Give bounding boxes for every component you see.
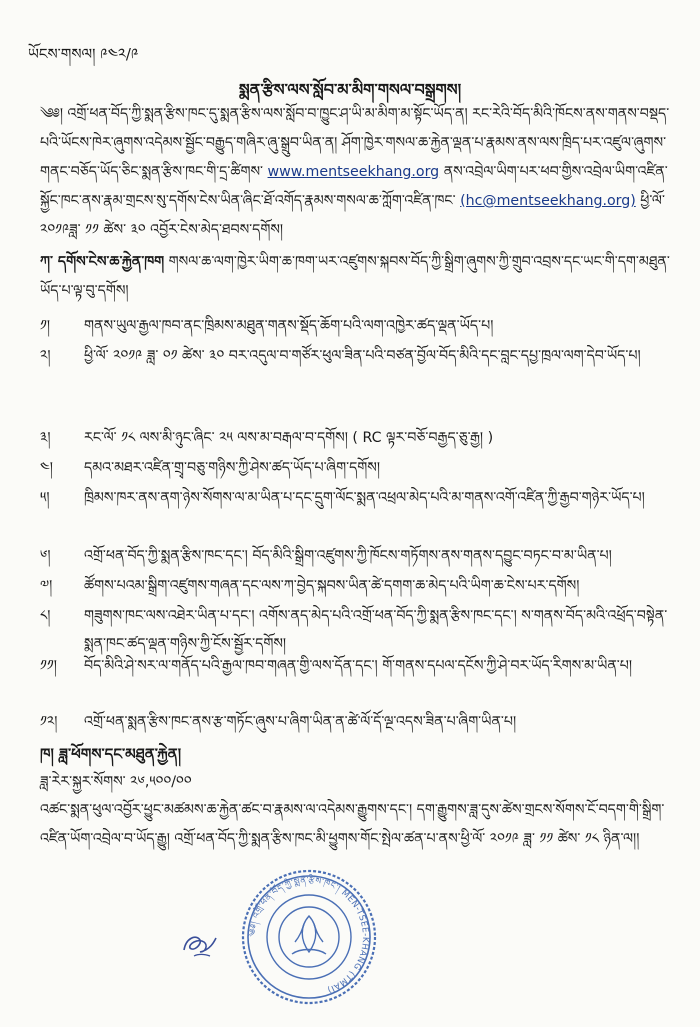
institution-seal xyxy=(240,868,378,1006)
item-number: ༥། xyxy=(40,490,50,506)
item-text: གཟུགས་ཁང་ལས་འཐེར་ཡིན་པ་དང་། འགོས་ནད་མེད་པའི་འགྲོ་ཕན་བོད་ཀྱི་སྨན་རྩིས་ཁང་དང་། ས་གནས་བོད་མའི་འཕྲོད་བསྟེན་སྨན་ཁང་ཚད་ལྡན་གཉིས་ཀྱི་ངོས་སྦྱོར་དགོས། xyxy=(84,608,668,652)
item-number: ༤། xyxy=(40,460,53,476)
list-item xyxy=(40,454,670,482)
item-text: བོད་མིའི་ཤེ་སར་ལ་གནོད་པའི་རྒྱལ་ཁབ་གཞན་གྱི་ལས་དོན་དང་། གོ་གནས་དཔལ་དངོས་ཀྱི་ཤེ་བར་ཡོད་རིགས་མ་ཡིན་པ། xyxy=(84,658,633,674)
closing-paragraph: འཚང་སྨན་ཕུལ་འབྱོར་ཕྱུང་མཚམས་ཆ་རྐྱེན་ཚང་བ་རྣམས་ལ་འདེམས་རྒྱུགས་དང་། དག་རྒྱུགས་ཟླ་དུས་ཚེས་གྲངས་སོགས་ངོ་བདག་གི་སྒྲིག་འཛིན་ཡོག་འབྲེལ་བ་ཡོད་རྒྱུ། འགྲོ་ཕན་བོད་ཀྱི་སྨན་རྩིས་ཁང་མི་ཕྱུགས་གོང་སྤེལ་ཚན་པ་ནས་ཕྱི་ལོ་ ༢༠༡༩ ཟླ་ ༡༡ ཚེས་ ༡༨ ཉིན་ལ།། xyxy=(40,802,665,847)
list-item xyxy=(40,312,670,340)
item-text: འགྲོ་ཕན་བོད་ཀྱི་སྨན་རྩིས་ཁང་དང་། བོད་མིའི་སྒྲིག་འཛུགས་ཀྱི་ཁོངས་གཏོགས་ནས་གནས་དབྱུང་བཏང་བ་མ་ཡིན་པ། xyxy=(84,548,612,564)
intro-text-1: ༄༅། འགྲོ་ཕན་བོད་ཀྱི་སྨན་རྩིས་ཁང་དུ་སྨན་རྩིས་ལས་སློབ་བ་ཁྱུང་ཤ་ཡི་མ་མིག་མ་སྟོང་ཡོད་ན། རང་རེའི་བོད་མིའི་ཁོངས་ནས་གནས་བསྡད་པའི་ཡོངས་ཁེར་ཞུགས་འདེམས་སྦྱོང་བརྒྱུད་གཞིར་ཞུ་སྒྲུབ་ཡིན་ན། ཤོག་ཁྱེར་གསལ་ཆ་རྐྱེན་ལྡན་པ་རྣམས་ནས་ལས་ཁྲིད་པར་འཛུལ་ཞུགས་གནང་བཅོད་ཡོད་ཅིང་སྨན་རྩིས་ཁང་གི་དྲ་ཚིགས་ xyxy=(40,106,670,180)
list-item xyxy=(40,572,670,600)
reference-number: ཡོངས་གསལ། ༩༤༢/༩ xyxy=(28,45,139,63)
item-number: ༦། xyxy=(40,548,51,564)
svg-text:༄༅། འགྲོ་ཕན་བོད་ཀྱི་སྨན་རྩིས་ཁ xyxy=(248,874,370,995)
item-number: ༢། xyxy=(40,348,51,364)
item-text: ཁྲིམས་ཁར་ནས་ནག་ཉེས་སོགས་ལ་མ་ཡིན་པ་དང་དྲུག་ལོང་སྨན་འཕྲལ་མེད་པའི་མ་གནས་འགོ་འཛིན་ཀྱི་རྒྱབ་གཉེར་ཡོད་པ། xyxy=(84,490,645,506)
item-number: ༧། xyxy=(40,578,53,594)
list-item xyxy=(40,342,670,370)
list-item xyxy=(40,484,670,512)
section-a xyxy=(40,248,670,306)
website-link[interactable]: www.mentseekhang.org xyxy=(267,164,440,180)
seal-emblem xyxy=(279,907,339,967)
list-item xyxy=(40,424,670,452)
seal-ring-text: ༄༅། འགྲོ་ཕན་བོད་ཀྱི་སྨན་རྩིས་ཁང་། MEN-TSEE-KHANG (TMAI) xyxy=(247,875,371,995)
item-number: ༨། xyxy=(40,608,51,624)
item-number: ༡། xyxy=(40,318,51,334)
item-number: ༣། xyxy=(40,430,51,446)
intro-text-2: ནས་འབྲེལ་ཡིག་པར་ཕབ་གྱིས་འབྲེལ་ཡིག་འཛིན་སྐྱོང་ཁང་ནས་རྣམ་གྲངས་སུ་དགོས་ངེས་ཡིན་ཞིང་ཐོ་འགོད་རྣམས་གསལ་ཆ་ཀློག་འཛིན་ཁང་ xyxy=(40,164,668,209)
item-number: ༡༡། xyxy=(40,658,57,674)
section-b-heading: ཁ། ཟླ་ཕོགས་དང་མཐུན་རྐྱེན། xyxy=(40,745,182,763)
intro-text-3: ཕྱི་ལོ་༢༠༡༩ཟླ་ ༡༡ ཚེས་ ༣༠ འབྱོར་ངེས་མེད་ཐབས་དགོས། xyxy=(40,193,665,238)
item-text: དམའ་མཐར་འཛིན་གྲྭ་བཅུ་གཉིས་ཀྱི་ཤེས་ཚད་ཡོད་པ་ཞིག་དགོས། xyxy=(84,460,380,476)
email-link[interactable]: (hc@mentseekhang.org) xyxy=(460,193,636,209)
signature xyxy=(180,930,220,960)
item-number: ༡༢། xyxy=(40,714,58,730)
list-item xyxy=(40,708,670,736)
list-item xyxy=(40,652,670,680)
salary-line: ཟླ་རེར་སྐྱར་སོགས་ ༢༦,༥༠༠/༠༠ xyxy=(40,774,192,790)
list-item xyxy=(40,542,670,570)
section-a-heading: ཀ་ དགོས་ངེས་ཆ་རྐྱེན་ཁག xyxy=(40,254,165,270)
intro-paragraph xyxy=(40,100,670,245)
notice-title: སྨན་རྩིས་ལས་སློབ་མ་མིག་གསལ་བསྒྲགས། xyxy=(238,80,462,99)
item-text: ཚོགས་པའམ་སྒྲིག་འཛུགས་གཞན་དང་ལས་ཀ་བྱེད་སྐབས་ཡིན་ཚེ་དགག་ཆ་མེད་པའི་ཡིག་ཆ་ངེས་པར་དགོས། xyxy=(84,578,580,594)
section-a-text: གསལ་ཆ་ལག་ཁྱེར་ཡིག་ཆ་ཁག་ཡར་འཛུགས་སྐབས་བོད་ཀྱི་སྒྲིག་ཞུགས་ཀྱི་གྲུབ་འབྲས་དང་ཡང་གི་དག་མཐུན་ཡོད་པ་ལྟ་བུ་དགོས། xyxy=(40,254,670,299)
item-text: འགྲོ་ཕན་སྨན་རྩིས་ཁང་ནས་རྩ་གཏོང་ཞུས་པ་ཞིག་ཡིན་ན་ཚེ་ལོ་དོ་ལྔ་འདས་ཟིན་པ་ཞིག་ཡིན་པ། xyxy=(84,714,517,730)
list-item xyxy=(40,602,670,658)
item-text: ཕྱི་ལོ་ ༢༠༡༩ ཟླ་ ༠༡ ཚེས་ ༣༠ བར་འདུལ་བ་གཙོར་ཕུལ་ཟིན་པའི་བཙན་བྱོལ་བོད་མིའི་དང་བླང་དཔྱ་ཁྲལ་ལག་དེབ་ཡོད་པ། xyxy=(84,348,641,364)
item-text: རང་ལོ་ ༡༨ ལས་མི་ཉུང་ཞིང་ ༢༥ ལས་མ་བརྒལ་བ་དགོས། ( RC ལྟར་བཅོ་བརྒྱད་ཅུ་རྒྱ། ) xyxy=(84,430,494,446)
item-text: གནས་ཡུལ་རྒྱལ་ཁབ་ནང་ཁྲིམས་མཐུན་གནས་སྡོད་ཆོག་པའི་ལག་འཁྱེར་ཚད་ལྡན་ཡོད་པ། xyxy=(84,318,494,334)
